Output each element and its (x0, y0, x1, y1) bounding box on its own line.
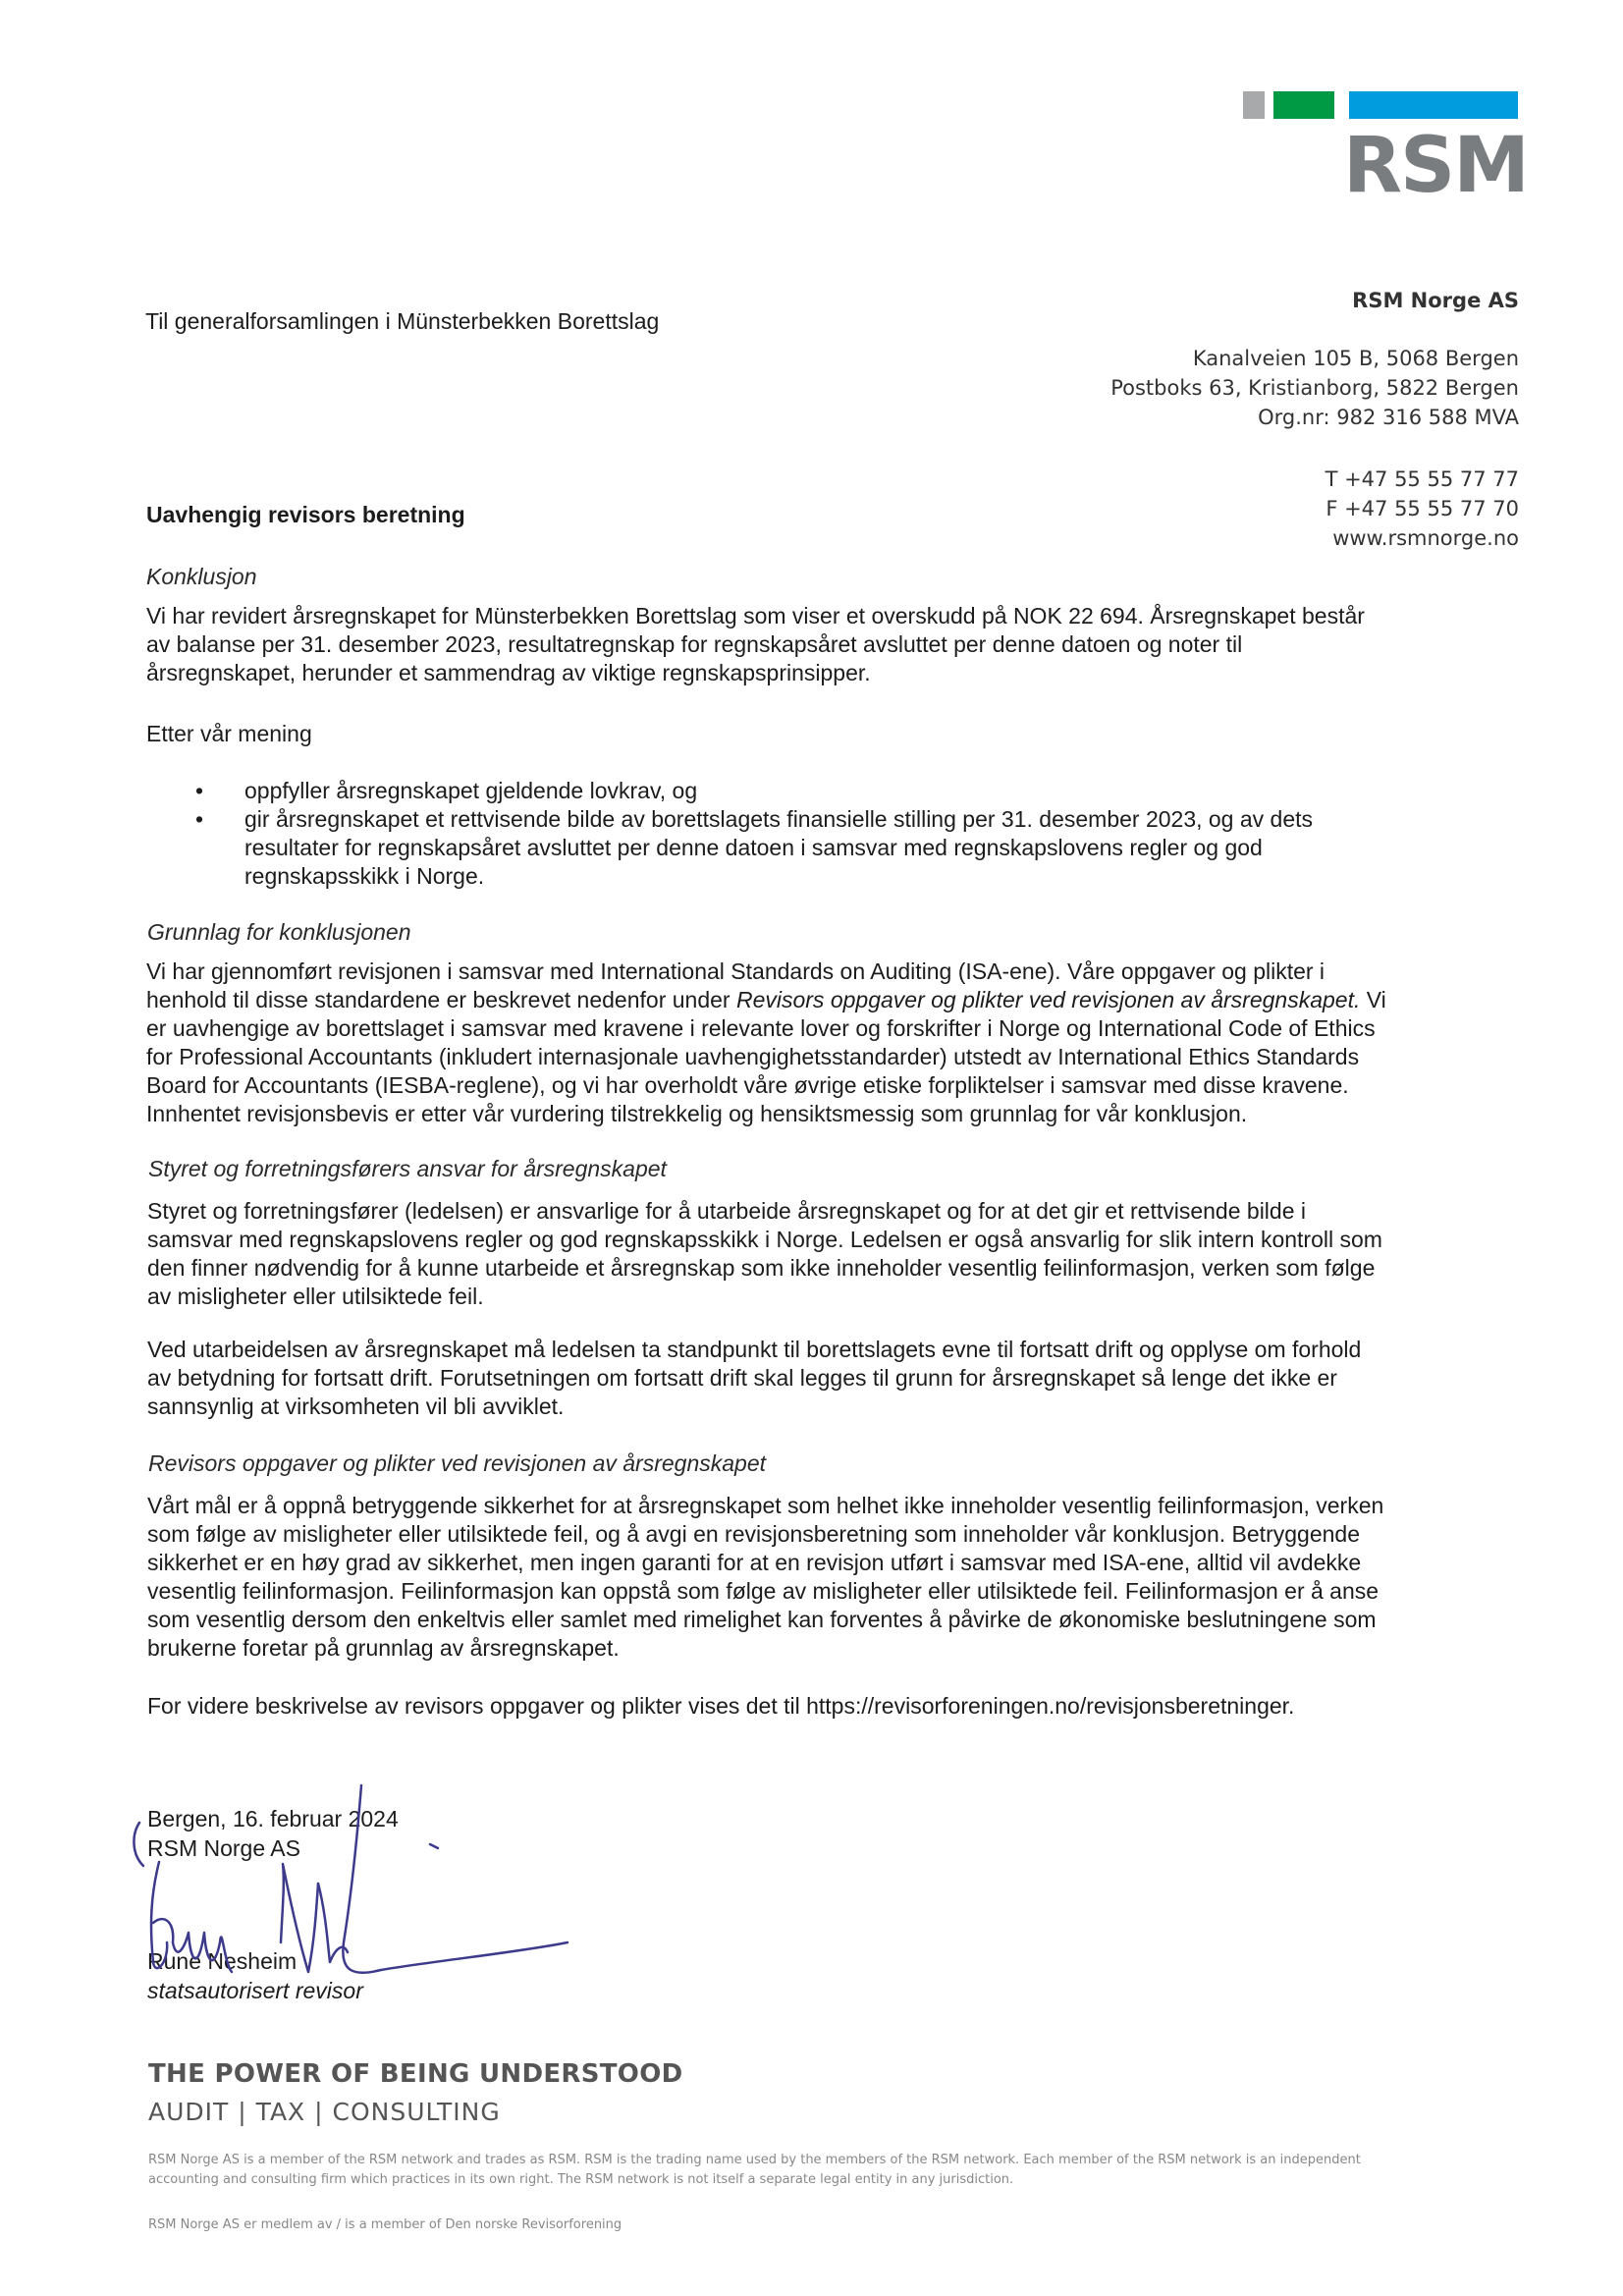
text-line: som vesentlig dersom den enkeltvis eller samlet med rimelighet kan forventes å påvirke de økonomiske beslutningene som (147, 1607, 1377, 1632)
sender-address (1110, 344, 1519, 432)
report-title: Uavhengig revisors beretning (146, 502, 465, 527)
text-line: Ved utarbeidelsen av årsregnskapet må ledelsen ta standpunkt til borettslagets evne til fortsatt drift og opplyse om forhold (147, 1337, 1362, 1362)
logo-bar-green (1273, 91, 1334, 119)
text-line: sikkerhet er en høy grad av sikkerhet, men ingen garanti for at en revisjon utført i samsvar med ISA-ene, alltid vil avdekke (147, 1550, 1362, 1575)
konklusjon-paragraph (146, 602, 1521, 687)
text-line: samsvar med regnskapslovens regler og god regnskapsskikk i Norge. Ledelsen er også ansvarlig for slik intern kontroll som (147, 1227, 1382, 1252)
signature-place-date: Bergen, 16. februar 2024 (147, 1806, 399, 1831)
revisors-paragraph (147, 1492, 1522, 1663)
text-line (146, 986, 1521, 1014)
text-line: oppfyller årsregnskapet gjeldende lovkrav, og (244, 778, 698, 803)
text-line: brukerne foretar på grunnlag av årsregnskapet. (147, 1635, 620, 1661)
signature-company: RSM Norge AS (147, 1835, 300, 1861)
signatory-name: Rune Nesheim (147, 1948, 298, 1974)
recipient-line: Til generalforsamlingen i Münsterbekken Borettslag (145, 308, 660, 334)
text-line: Innhentet revisjonsbevis er etter vår vurdering tilstrekkelig og hensiktsmessig som grunnlag for vår konklusjon. (146, 1101, 1248, 1126)
text-line: Vi har gjennomført revisjonen i samsvar med International Standards on Auditing (ISA-ene). Våre oppgaver og plikter i (146, 958, 1325, 984)
text-line: sannsynlig at virksomheten vil bli avviklet. (147, 1394, 565, 1419)
text-line: av balanse per 31. desember 2023, resultatregnskap for regnskapsåret avsluttet per denne datoen og noter til (146, 631, 1243, 657)
text-line: Vårt mål er å oppnå betryggende sikkerhet for at årsregnskapet som helhet ikke inneholder vesentlig feilinformasjon, verken (147, 1493, 1384, 1518)
sender-address-line1: Kanalveien 105 B, 5068 Bergen (1192, 347, 1519, 370)
text-line: regnskapsskikk i Norge. (244, 863, 485, 889)
footer-tagline: THE POWER OF BEING UNDERSTOOD (148, 2059, 683, 2089)
footer-disclaimer (148, 2151, 1523, 2190)
text-line: årsregnskapet, herunder et sammendrag av viktige regnskapsprinsipper. (146, 660, 871, 685)
text-line: accounting and consulting firm which practices in its own right. The RSM network is not itself a separate legal entity in any jurisdiction. (148, 2172, 1014, 2187)
opinion-bullet-list (146, 777, 1521, 891)
logo-wordmark: RSM (1343, 122, 1528, 210)
sender-orgnr: Org.nr: 982 316 588 MVA (1258, 406, 1519, 429)
logo-bar-grey (1243, 91, 1265, 119)
logo-bar-blue (1349, 91, 1518, 119)
signatory-role: statsautorisert revisor (147, 1978, 363, 2003)
list-item (146, 777, 1521, 805)
sender-address-line2: Postboks 63, Kristianborg, 5822 Bergen (1110, 376, 1519, 400)
text-line: resultater for regnskapsåret avsluttet per denne datoen i samsvar med regnskapslovens regler og god (244, 835, 1263, 860)
revisors-reference: For videre beskrivelse av revisors oppgaver og plikter vises det til https://revisorforeningen.no/revisjonsberetninger. (147, 1693, 1295, 1719)
bullet-icon: • (195, 806, 204, 832)
text-line: for Professional Accountants (inkludert internasjonale uavhengighetsstandarder) utstedt av International Ethics Standards (146, 1044, 1360, 1069)
footer-services: AUDIT | TAX | CONSULTING (148, 2098, 501, 2126)
opinion-intro: Etter vår mening (146, 721, 312, 746)
text-line: vesentlig feilinformasjon. Feilinformasjon kan oppstå som følge av misligheter eller utilsiktede feil. Feilinformasjon er å anse (147, 1578, 1380, 1604)
bullet-icon: • (195, 778, 204, 803)
sender-phone: T +47 55 55 77 77 (1325, 467, 1519, 491)
text-line: Vi har revidert årsregnskapet for Münsterbekken Borettslag som viser et overskudd på NOK 22 694. Årsregnskapet består (146, 603, 1365, 629)
text-line: gir årsregnskapet et rettvisende bilde av borettslagets finansielle stilling per 31. desember 2023, og av dets (244, 806, 1314, 832)
sender-contact (1325, 465, 1519, 553)
text-line: av misligheter eller utilsiktede feil. (147, 1284, 484, 1309)
text-line: RSM Norge AS is a member of the RSM network and trades as RSM. RSM is the trading name used by the members of the RSM network. Each member of the RSM network is an independent (148, 2153, 1361, 2167)
sender-company: RSM Norge AS (1352, 289, 1519, 312)
heading-styret: Styret og forretningsførers ansvar for årsregnskapet (148, 1156, 667, 1181)
text-line: den finner nødvendig for å kunne utarbeide et årsregnskap som ikke inneholder vesentlig feilinformasjon, verken som følge (147, 1255, 1376, 1281)
text-span: Vi (1360, 987, 1386, 1012)
grunnlag-paragraph (146, 957, 1521, 1128)
styret-paragraph-1 (147, 1197, 1522, 1311)
text-line: av betydning for fortsatt drift. Forutsetningen om fortsatt drift skal legges til grunn for årsregnskapet så lenge det ikke er (147, 1365, 1337, 1391)
text-span: henhold til disse standardene er beskrevet nedenfor under (146, 987, 736, 1012)
heading-grunnlag: Grunnlag for konklusjonen (147, 919, 411, 945)
list-item (146, 805, 1521, 891)
text-line: Styret og forretningsfører (ledelsen) er ansvarlige for å utarbeide årsregnskapet og for at det gir et rettvisende bilde i (147, 1198, 1306, 1224)
text-line: Board for Accountants (IESBA-reglene), og vi har overholdt våre øvrige etiske forpliktelser i samsvar med disse kravene. (146, 1072, 1349, 1098)
styret-paragraph-2 (147, 1336, 1522, 1421)
handwritten-signature (126, 1776, 617, 1992)
footer-membership: RSM Norge AS er medlem av / is a member of Den norske Revisorforening (148, 2217, 622, 2232)
sender-website: www.rsmnorge.no (1332, 526, 1519, 550)
heading-revisors: Revisors oppgaver og plikter ved revisjonen av årsregnskapet (148, 1450, 766, 1476)
text-line: er uavhengige av borettslaget i samsvar med kravene i relevante lover og forskrifter i Norge og International Code of Ethics (146, 1015, 1376, 1041)
sender-fax: F +47 55 55 77 70 (1325, 497, 1519, 520)
italic-reference: Revisors oppgaver og plikter ved revisjonen av årsregnskapet. (735, 987, 1361, 1012)
heading-konklusjon: Konklusjon (146, 564, 257, 589)
text-line: som følge av misligheter eller utilsiktede feil, og å avgi en revisjonsberetning som inneholder vår konklusjon. Betryggende (147, 1521, 1360, 1547)
